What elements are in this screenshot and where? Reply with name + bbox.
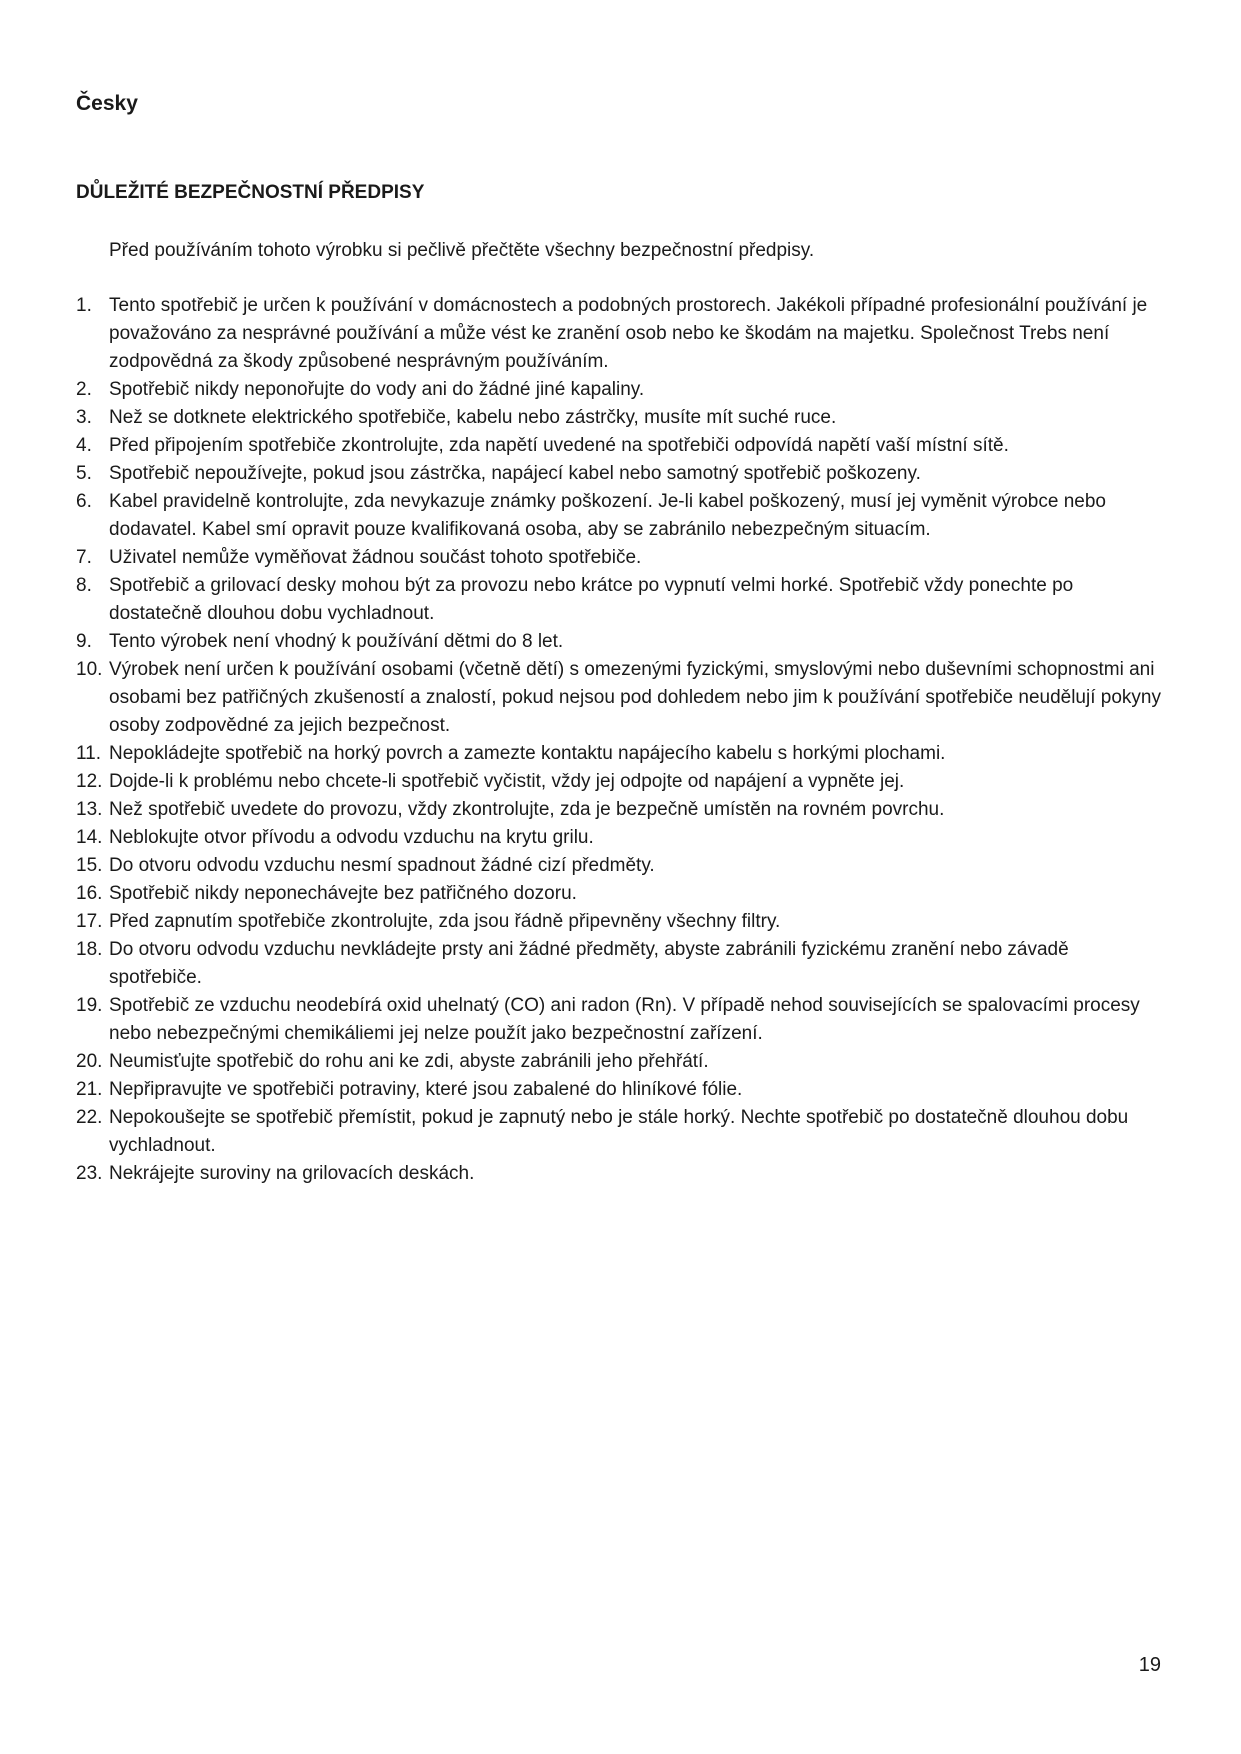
list-item [76, 992, 1166, 1048]
list-item [76, 880, 1166, 908]
list-item [76, 1076, 1166, 1104]
list-item-text: Do otvoru odvodu vzduchu nesmí spadnout žádné cizí předměty. [109, 855, 655, 876]
list-item-number: 21. [76, 1079, 103, 1100]
list-item [76, 1048, 1166, 1076]
list-item [76, 740, 1166, 768]
list-item-text: Před zapnutím spotřebiče zkontrolujte, zda jsou řádně připevněny všechny filtry. [109, 911, 781, 932]
list-item-number: 3. [76, 407, 92, 428]
list-item [76, 404, 1166, 432]
list-item-number: 17. [76, 911, 103, 932]
list-item [76, 768, 1166, 796]
list-item [76, 656, 1166, 740]
list-item-number: 19. [76, 995, 103, 1016]
list-item-number: 16. [76, 883, 103, 904]
list-item [76, 292, 1166, 376]
intro-paragraph: Před používáním tohoto výrobku si pečlivě přečtěte všechny bezpečnostní předpisy. [109, 240, 815, 261]
list-item [76, 572, 1166, 628]
list-item-number: 14. [76, 827, 103, 848]
list-item-number: 12. [76, 771, 103, 792]
list-item [76, 1160, 1166, 1188]
section-heading: DŮLEŽITÉ BEZPEČNOSTNÍ PŘEDPISY [76, 182, 425, 203]
list-item-text: Spotřebič nepoužívejte, pokud jsou zástrčka, napájecí kabel nebo samotný spotřebič poškozeny. [109, 463, 921, 484]
list-item-number: 13. [76, 799, 103, 820]
language-label: Česky [76, 92, 138, 115]
list-item [76, 908, 1166, 936]
list-item-number: 18. [76, 939, 103, 960]
list-item-text: Dojde-li k problému nebo chcete-li spotřebič vyčistit, vždy jej odpojte od napájení a vypněte jej. [109, 771, 905, 792]
list-item [76, 376, 1166, 404]
list-item [76, 796, 1166, 824]
list-item-number: 10. [76, 659, 103, 680]
list-item-text: Spotřebič a grilovací desky mohou být za provozu nebo krátce po vypnutí velmi horké. Spotřebič vždy ponechte po dostatečně dlouhou dobu vychladnout. [109, 575, 1074, 624]
list-item [76, 852, 1166, 880]
list-item-number: 8. [76, 575, 92, 596]
list-item-text: Výrobek není určen k používání osobami (včetně dětí) s omezenými fyzickými, smyslovými nebo duševními schopnostmi ani osobami bez patřičných zkušeností a znalostí, pokud nejsou pod dohledem nebo jim k používání spotřebiče neudělují pokyny osoby zodpovědné za jejich bezpečnost. [109, 659, 1161, 736]
list-item-number: 11. [76, 743, 102, 764]
safety-rules-list [76, 292, 1166, 1188]
list-item-number: 9. [76, 631, 92, 652]
list-item [76, 628, 1166, 656]
list-item [76, 824, 1166, 852]
list-item-text: Nepokoušejte se spotřebič přemístit, pokud je zapnutý nebo je stále horký. Nechte spotřebič po dostatečně dlouhou dobu vychladnout. [109, 1107, 1129, 1156]
list-item [76, 936, 1166, 992]
list-item-text: Spotřebič nikdy neponechávejte bez patřičného dozoru. [109, 883, 577, 904]
list-item-number: 1. [76, 295, 92, 316]
list-item-number: 20. [76, 1051, 103, 1072]
list-item-text: Uživatel nemůže vyměňovat žádnou součást tohoto spotřebiče. [109, 547, 642, 568]
list-item-text: Tento výrobek není vhodný k používání dětmi do 8 let. [109, 631, 564, 652]
list-item-number: 6. [76, 491, 92, 512]
list-item-number: 4. [76, 435, 92, 456]
list-item-text: Neblokujte otvor přívodu a odvodu vzduchu na krytu grilu. [109, 827, 594, 848]
list-item [76, 1104, 1166, 1160]
list-item-text: Nepřipravujte ve spotřebiči potraviny, které jsou zabalené do hliníkové fólie. [109, 1079, 743, 1100]
list-item-text: Než se dotknete elektrického spotřebiče, kabelu nebo zástrčky, musíte mít suché ruce. [109, 407, 837, 428]
list-item [76, 432, 1166, 460]
list-item [76, 488, 1166, 544]
list-item-text: Spotřebič ze vzduchu neodebírá oxid uhelnatý (CO) ani radon (Rn). V případě nehod souvisejících se spalovacími procesy nebo nebezpečnými chemikáliemi jej nelze použít jako bezpečnostní zařízení. [109, 995, 1140, 1044]
list-item-text: Před připojením spotřebiče zkontrolujte, zda napětí uvedené na spotřebiči odpovídá napětí vaší místní sítě. [109, 435, 1009, 456]
list-item-text: Než spotřebič uvedete do provozu, vždy zkontrolujte, zda je bezpečně umístěn na rovném povrchu. [109, 799, 945, 820]
list-item-text: Spotřebič nikdy neponořujte do vody ani do žádné jiné kapaliny. [109, 379, 645, 400]
list-item-number: 7. [76, 547, 92, 568]
list-item-number: 2. [76, 379, 92, 400]
list-item-text: Nekrájejte suroviny na grilovacích deskách. [109, 1163, 475, 1184]
list-item-number: 5. [76, 463, 92, 484]
list-item [76, 544, 1166, 572]
list-item-text: Nepokládejte spotřebič na horký povrch a zamezte kontaktu napájecího kabelu s horkými plochami. [109, 743, 946, 764]
list-item-text: Kabel pravidelně kontrolujte, zda nevykazuje známky poškození. Je-li kabel poškozený, musí jej vyměnit výrobce nebo dodavatel. Kabel smí opravit pouze kvalifikovaná osoba, aby se zabránilo nebezpečným situacím. [109, 491, 1106, 540]
list-item-text: Neumisťujte spotřebič do rohu ani ke zdi, abyste zabránili jeho přehřátí. [109, 1051, 709, 1072]
list-item-number: 15. [76, 855, 103, 876]
list-item-text: Tento spotřebič je určen k používání v domácnostech a podobných prostorech. Jakékoli případné profesionální používání je považováno za nesprávné používání a může vést ke zranění osob nebo ke škodám na majetku. Společnost Trebs není zodpovědná za škody způsobené nesprávným používáním. [109, 295, 1148, 372]
list-item-number: 22. [76, 1107, 103, 1128]
list-item-text: Do otvoru odvodu vzduchu nevkládejte prsty ani žádné předměty, abyste zabránili fyzickému zranění nebo závadě spotřebiče. [109, 939, 1069, 988]
page-number: 19 [1138, 1654, 1161, 1676]
list-item [76, 460, 1166, 488]
list-item-number: 23. [76, 1163, 103, 1184]
